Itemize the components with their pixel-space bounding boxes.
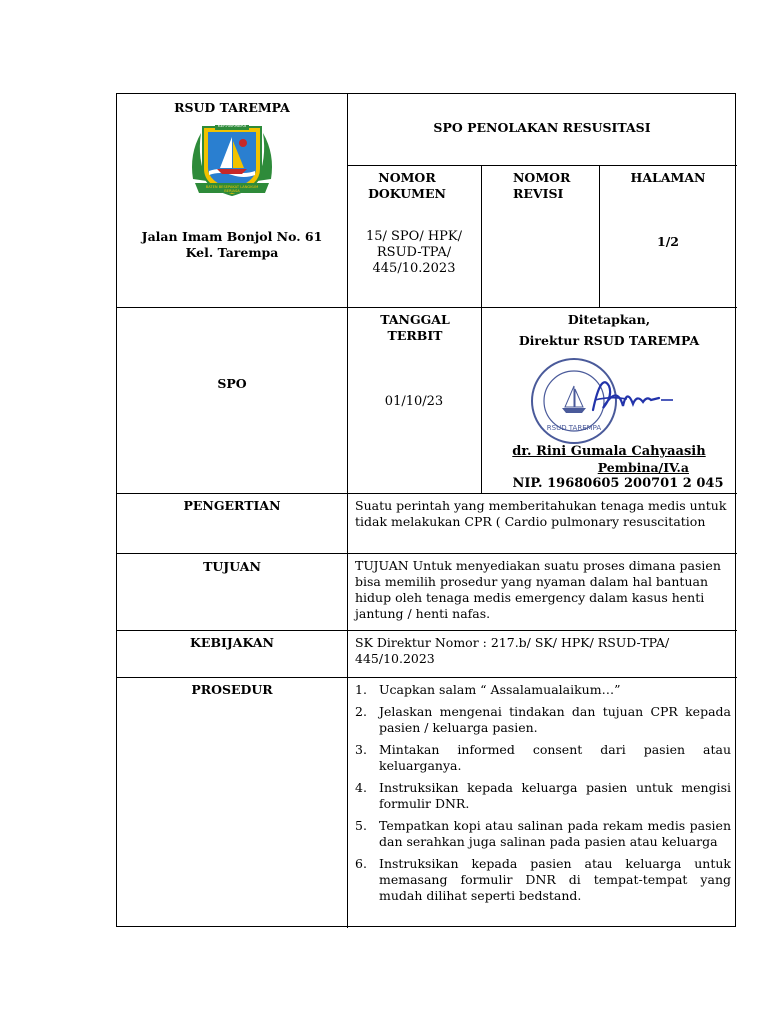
signer-rank: Pembina/IV.a [597, 460, 689, 475]
stamp-text: RSUD TAREMPA [546, 424, 602, 432]
tujuan-text: TUJUAN Untuk menyediakan suatu proses dimana pasien bisa memilih prosedur yang nyaman dalam hal bantuan hidup oleh tenaga medis emergency dalam kasus henti jantung / henti nafas. [355, 558, 721, 621]
divider [117, 630, 737, 631]
logo-top-text: KEP.ANAMBAS [217, 123, 247, 128]
document-title: SPO PENOLAKAN RESUSITASI [433, 120, 651, 135]
list-item: 2. Jelaskan mengenai tindakan dan tujuan CPR kepada pasien / keluarga pasien. [355, 704, 731, 735]
list-item: 5. Tempatkan kopi atau salinan pada rekam medis pasien dan serahkan juga salinan pada pasien atau keluarga [355, 818, 731, 849]
divider [117, 677, 737, 678]
tanggal-terbit-value: 01/10/23 [384, 394, 444, 409]
halaman-label: HALAMAN [630, 170, 706, 185]
divider [347, 94, 348, 928]
signature [587, 366, 677, 426]
list-item: 1. Ucapkan salam “ Assalamualaikum…” [355, 682, 621, 697]
nomor-revisi-label: NOMOR REVISI [513, 170, 571, 201]
prosedur-label: PROSEDUR [191, 682, 273, 697]
signer-nip: NIP. 19680605 200701 2 045 [512, 476, 724, 491]
address-line-1: Jalan Imam Bonjol No. 61 [141, 229, 323, 244]
address-line-2: Kel. Tarempa [185, 245, 279, 260]
tanggal-terbit-label: TANGGAL TERBIT [380, 312, 450, 343]
direktur-text: Direktur RSUD TAREMPA [518, 333, 700, 348]
kebijakan-text: SK Direktur Nomor : 217.b/ SK/ HPK/ RSUD-TPA/ 445/10.2023 [355, 635, 670, 666]
kebijakan-label: KEBIJAKAN [190, 635, 274, 650]
ditetapkan-text: Ditetapkan, [567, 312, 651, 327]
spo-document [116, 93, 736, 927]
list-item: 4. Instruksikan kepada keluarga pasien untuk mengisi formulir DNR. [355, 780, 731, 811]
divider [347, 165, 737, 166]
list-item: 3. Mintakan informed consent dari pasien atau keluarganya. [355, 742, 731, 773]
tujuan-label: TUJUAN [203, 559, 261, 574]
pengertian-label: PENGERTIAN [183, 498, 281, 513]
signer-name: dr. Rini Gumala Cahyaasih [512, 444, 706, 459]
pengertian-text: Suatu perintah yang memberitahukan tenaga medis untuk tidak melakukan CPR ( Cardio pulmonary resuscitation [355, 498, 727, 529]
logo-bottom-text: BATEN BESEPAKAT LANGKUM BERJASA [205, 185, 259, 193]
divider [117, 493, 737, 494]
hospital-name: RSUD TAREMPA [174, 100, 290, 115]
prosedur-steps [355, 682, 731, 904]
list-item: 6. Instruksikan kepada pasien atau keluarga untuk memasang formulir DNR di tempat-tempat yang mudah dilihat seperti bedstand. [355, 856, 731, 903]
divider [117, 553, 737, 554]
hospital-address [117, 229, 347, 261]
nomor-dokumen-label: NOMOR DOKUMEN [368, 170, 446, 201]
signer-block [481, 444, 737, 492]
prosedur-list [355, 682, 731, 910]
spo-label: SPO [217, 376, 247, 391]
halaman-value: 1/2 [657, 234, 679, 249]
nomor-dokumen-value: 15/ SPO/ HPK/ RSUD-TPA/ 445/10.2023 [365, 229, 463, 276]
divider [117, 307, 737, 308]
